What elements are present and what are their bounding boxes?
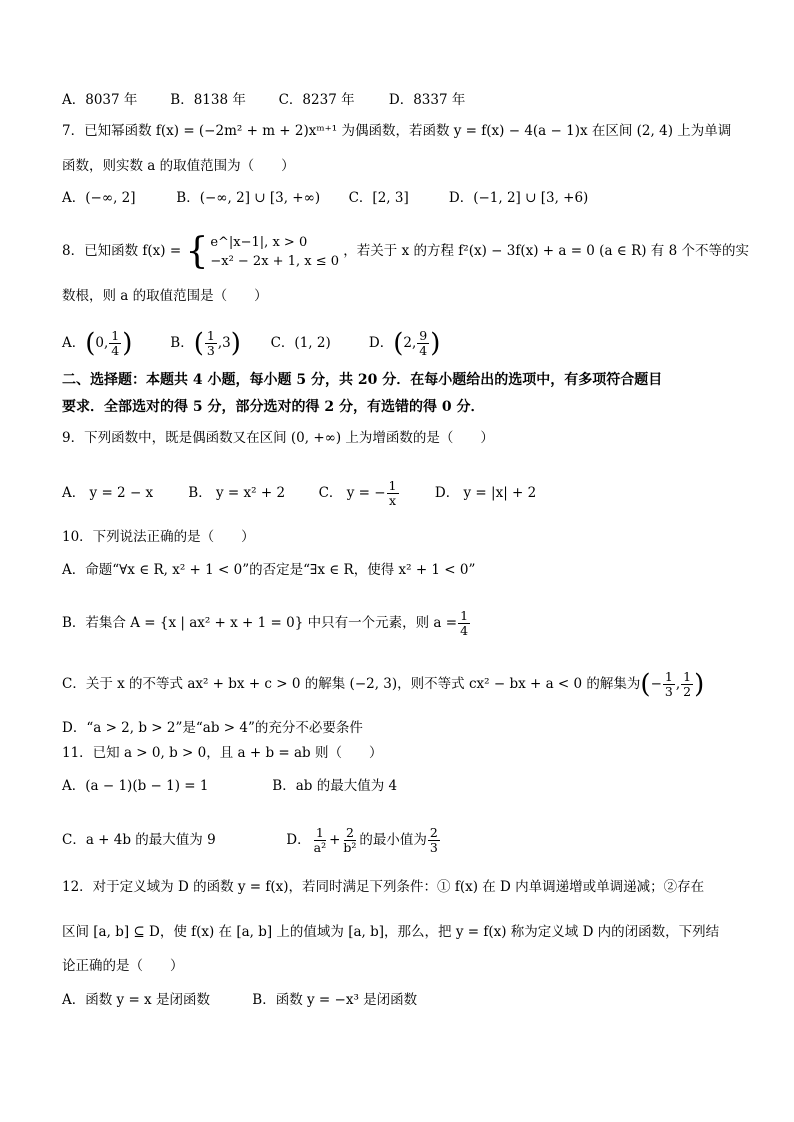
q12-option-a: A．函数 y = x 是闭函数 bbox=[62, 992, 210, 1008]
brace-icon: { bbox=[185, 230, 209, 272]
q8-suffix: ，若关于 x 的方程 f²(x) − 3f(x) + a = 0 (a ∈ R) 有 8 个不等的实 bbox=[343, 243, 749, 259]
q11-stem: 11．已知 a > 0, b > 0，且 a + b = ab 则（ ） bbox=[62, 745, 383, 761]
q9-option-a: A． y = 2 − x bbox=[62, 485, 154, 501]
q12-stem-line2: 区间 [a, b] ⊆ D，使 f(x) 在 [a, b] 上的值域为 [a, b]，那么，把 y = f(x) 称为定义域 D 内的闭函数，下列结 bbox=[62, 924, 720, 940]
q10-option-c: C．关于 x 的不等式 ax² + bx + c > 0 的解集 (−2, 3)，则不等式 cx² − bx + a < 0 的解集为(− $\frac{1}{3}$ , $\frac{1}{2}$ ) bbox=[62, 669, 705, 700]
q8-piecewise bbox=[185, 230, 339, 272]
q7-stem-line1: 7．已知幂函数 f(x) = (−2m² + m + 2)xᵐ⁺¹ 为偶函数，若函数 y = f(x) − 4(a − 1)x 在区间 (2, 4) 上为单调 bbox=[62, 123, 732, 139]
q7-options bbox=[62, 188, 588, 208]
q8-stem-line2: 数根，则 a 的取值范围是（ ） bbox=[62, 288, 268, 304]
q8-option-b: B．( $\frac{1}{3}$ ,3) bbox=[170, 328, 241, 359]
q7-option-d: D．(−1, 2] ∪ [3, +6) bbox=[448, 190, 589, 206]
q11-options-row1 bbox=[62, 776, 397, 796]
q11-option-a: A．(a − 1)(b − 1) = 1 bbox=[62, 778, 209, 794]
q9-stem: 9．下列函数中，既是偶函数又在区间 (0, +∞) 上为增函数的是（ ） bbox=[62, 430, 494, 446]
q10-option-d: D．“a > 2, b > 2”是“ab > 4”的充分不必要条件 bbox=[62, 720, 363, 736]
q7-option-b: B．(−∞, 2] ∪ [3, +∞) bbox=[176, 190, 321, 206]
q12-option-b: B．函数 y = −x³ 是闭函数 bbox=[252, 992, 418, 1008]
q8-stem-line1 bbox=[62, 228, 749, 274]
q11-option-c: C．a + 4b 的最大值为 9 bbox=[62, 832, 216, 848]
q10-option-b: B．若集合 A = {x | ax² + x + 1 = 0} 中只有一个元素，则 a = $\frac{1}{4}$ bbox=[62, 608, 469, 638]
q9-options bbox=[62, 476, 536, 510]
section2-header-line2: 要求．全部选对的得 5 分，部分选对的得 2 分，有选错的得 0 分． bbox=[62, 399, 485, 415]
q10-stem: 10．下列说法正确的是（ ） bbox=[62, 529, 255, 545]
q6-option-b: B．8138 年 bbox=[170, 92, 246, 108]
section2-header-line1: 二、选择题：本题共 4 小题，每小题 5 分，共 20 分．在每小题给出的选项中，有多项符合题目 bbox=[62, 372, 663, 388]
q9-option-d: D． y = |x| + 2 bbox=[434, 485, 537, 501]
q9-option-b: B． y = x² + 2 bbox=[188, 485, 286, 501]
q6-option-a: A．8037 年 bbox=[62, 92, 138, 108]
q6-option-d: D．8337 年 bbox=[388, 92, 466, 108]
q8-prefix: 8．已知函数 f(x) = bbox=[62, 243, 182, 259]
q8-option-d: D．(2, $\frac{9}{4}$ ) bbox=[368, 328, 441, 359]
q8-option-a: A．(0, $\frac{1}{4}$ ) bbox=[62, 328, 133, 359]
q11-option-b: B．ab 的最大值为 4 bbox=[272, 778, 398, 794]
q6-option-c: C．8237 年 bbox=[278, 92, 355, 108]
q7-stem-line2: 函数，则实数 a 的取值范围为（ ） bbox=[62, 158, 295, 174]
q7-option-a: A．(−∞, 2] bbox=[62, 190, 136, 206]
q12-stem-line1: 12．对于定义域为 D 的函数 y = f(x)，若同时满足下列条件：① f(x) 在 D 内单调递增或单调递减；②存在 bbox=[62, 879, 705, 895]
q11-option-d: D． $\frac{1}{\text{a²}}$ + $\frac{2}{\text{b²}}$ 的最小值为 $\frac{2}{3}$ bbox=[286, 825, 438, 855]
q8-case1: e^|x−1|, x > 0 bbox=[210, 234, 308, 250]
q7-option-c: C．[2, 3] bbox=[348, 190, 409, 206]
q12-stem-line3: 论正确的是（ ） bbox=[62, 958, 184, 974]
q9-option-c: C． y = − $\frac{1}{x}$ bbox=[318, 478, 397, 508]
q6-options bbox=[62, 90, 465, 110]
q8-options bbox=[62, 326, 440, 360]
q11-options-row2 bbox=[62, 820, 441, 860]
q12-options bbox=[62, 990, 417, 1010]
q10-option-a: A．命题“∀x ∈ R, x² + 1 < 0”的否定是“∃x ∈ R，使得 x² + 1 < 0” bbox=[62, 562, 476, 578]
q8-case2: −x² − 2x + 1, x ≤ 0 bbox=[210, 253, 339, 269]
q8-option-c: C．(1, 2) bbox=[270, 335, 331, 351]
